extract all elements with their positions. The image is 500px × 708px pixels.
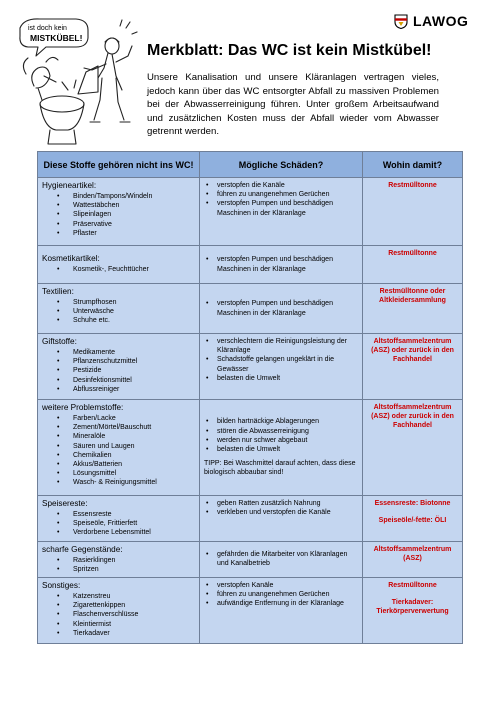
- category-label: weitere Problemstoffe:: [42, 403, 124, 412]
- item-list: [42, 192, 195, 238]
- substances-cell: [38, 284, 200, 334]
- list-item: • verstopfen Kanäle: [204, 581, 358, 590]
- list-item: • stören die Abwasserreinigung: [204, 427, 358, 436]
- category-label: Giftstoffe:: [42, 337, 77, 346]
- disposal-text: Essensreste: Biotonne: [374, 500, 451, 507]
- list-item: • Mineralöle: [42, 432, 195, 441]
- disposal-cell: [363, 578, 463, 644]
- damages-cell: [200, 541, 363, 577]
- list-item: • bilden hartnäckige Ablagerungen: [204, 417, 358, 426]
- disposal-cell: [363, 178, 463, 246]
- damages-cell: [200, 400, 363, 496]
- header-disposal: Wohin damit?: [363, 152, 463, 178]
- damages-cell: [200, 246, 363, 284]
- list-item: • Zement/Mörtel/Bauschutt: [42, 423, 195, 432]
- list-item: • Zigarettenkippen: [42, 601, 195, 610]
- damage-list: [204, 550, 358, 568]
- list-item: • Wasch- & Reinigungsmittel: [42, 478, 195, 487]
- list-item: • Verdorbene Lebensmittel: [42, 528, 195, 537]
- list-item: • Schuhe etc.: [42, 316, 195, 325]
- category-label: Textilien:: [42, 287, 74, 296]
- washing-tip: TIPP: Bei Waschmittel darauf achten, dass diese biologisch abbaubar sind!: [204, 460, 356, 477]
- category-label: Hygieneartikel:: [42, 181, 97, 190]
- disposal-cell: [363, 400, 463, 496]
- damages-cell: [200, 284, 363, 334]
- damage-list: [204, 417, 358, 454]
- damages-cell: [200, 496, 363, 542]
- category-label: Kosmetikartikel:: [42, 254, 100, 264]
- waste-table: [37, 151, 463, 644]
- item-list: [42, 298, 195, 326]
- category-label: Speisereste:: [42, 499, 88, 508]
- logo-text: LAWOG: [413, 13, 469, 29]
- item-list: [42, 348, 195, 394]
- cartoon-text-line2: MISTKÜBEL!: [30, 33, 83, 43]
- lawog-logo: [394, 13, 468, 29]
- cartoon-illustration: [16, 16, 138, 148]
- list-item: • belasten die Umwelt: [204, 445, 358, 454]
- list-item: • Pestizide: [42, 366, 195, 375]
- list-item: • Kosmetik-, Feuchttücher: [42, 265, 195, 274]
- list-item: • Lösungsmittel: [42, 469, 195, 478]
- table-header-row: [38, 152, 463, 178]
- list-item: • aufwändige Entfernung in der Kläranlage: [204, 599, 358, 608]
- list-item: • werden nur schwer abgebaut: [204, 436, 358, 445]
- list-item: • Säuren und Laugen: [42, 442, 195, 451]
- damage-list: [204, 581, 358, 609]
- disposal-cell: [363, 541, 463, 577]
- list-item: • Wattestäbchen: [42, 201, 195, 210]
- list-item: • Slipeinlagen: [42, 210, 195, 219]
- list-item: • Tierkadaver: [42, 629, 195, 638]
- substances-cell: [38, 496, 200, 542]
- list-item: • geben Ratten zusätzlich Nahrung: [204, 499, 358, 508]
- list-item: • verstopfen Pumpen und beschädigen Maschinen in der Kläranlage: [204, 299, 358, 317]
- table-row: [38, 178, 463, 246]
- table-row: [38, 284, 463, 334]
- list-item: • Chemikalien: [42, 451, 195, 460]
- page-title: Merkblatt: Das WC ist kein Mistkübel!: [147, 42, 432, 59]
- list-item: • belasten die Umwelt: [204, 374, 358, 383]
- list-item: • Pflanzenschutzmittel: [42, 357, 195, 366]
- list-item: • Flaschenverschlüsse: [42, 610, 195, 619]
- disposal-cell: [363, 496, 463, 542]
- item-list: [42, 414, 195, 488]
- damage-list: [204, 337, 358, 383]
- disposal-text: Restmülltonne: [388, 250, 437, 257]
- substances-cell: [38, 334, 200, 400]
- list-item: • gefährden die Mitarbeiter von Kläranlagen und Kanalbetrieb: [204, 550, 358, 568]
- list-item: • Katzenstreu: [42, 592, 195, 601]
- substances-cell: [38, 400, 200, 496]
- substances-cell: [38, 246, 200, 284]
- list-item: • Medikamente: [42, 348, 195, 357]
- damages-cell: [200, 334, 363, 400]
- list-item: • Pflaster: [42, 229, 195, 238]
- list-item: • Strumpfhosen: [42, 298, 195, 307]
- item-list: [42, 556, 195, 574]
- intro-paragraph: Unsere Kanalisation und unsere Kläranlagen vertragen vieles, jedoch kann über das WC entsorgter Abfall zu massiven Problemen bei der Abwasserreinigung führen. Unter großem Arbeitsaufwand und zusätzlichen Kosten muss der Abfall wieder vom Abwasser getrennt werden.: [147, 72, 439, 138]
- table-row: [38, 578, 463, 644]
- substances-cell: [38, 178, 200, 246]
- list-item: • Schadstoffe gelangen ungeklärt in die Gewässer: [204, 355, 358, 373]
- table-row: [38, 246, 463, 284]
- item-list: [42, 510, 195, 538]
- disposal-text: Restmülltonne: [388, 582, 437, 590]
- substances-cell: [38, 578, 200, 644]
- disposal-cell: [363, 284, 463, 334]
- list-item: • führen zu unangenehmen Gerüchen: [204, 590, 358, 599]
- list-item: • verkleben und verstopfen die Kanäle: [204, 508, 358, 517]
- list-item: • Kleintiermist: [42, 620, 195, 629]
- list-item: • Desinfektionsmittel: [42, 376, 195, 385]
- list-item: • Rasierklingen: [42, 556, 195, 565]
- item-list: [42, 265, 195, 274]
- list-item: • verstopfen die Kanäle: [204, 181, 358, 190]
- list-item: • Akkus/Batterien: [42, 460, 195, 469]
- damage-list: [204, 255, 358, 273]
- list-item: • Spritzen: [42, 565, 195, 574]
- damage-list: [204, 499, 358, 517]
- disposal-text: Altstoffsammelzentrum (ASZ): [373, 545, 452, 562]
- disposal-text: Speiseöle/-fette: ÖLI: [378, 517, 447, 525]
- disposal-text: Restmülltonne: [388, 182, 437, 189]
- table-row: [38, 400, 463, 496]
- disposal-text: Restmülltonne oder Altkleidersammlung: [379, 288, 446, 305]
- list-item: • verstopfen Pumpen und beschädigen Maschinen in der Kläranlage: [204, 199, 358, 217]
- list-item: • Speiseöle, Frittierfett: [42, 519, 195, 528]
- header-substances: Diese Stoffe gehören nicht ins WC!: [38, 152, 200, 178]
- disposal-text: Altstoffsammelzentrum (ASZ) oder zurück in den Fachhandel: [371, 338, 454, 364]
- list-item: • Essensreste: [42, 510, 195, 519]
- disposal-text: Altstoffsammelzentrum (ASZ) oder zurück in den Fachhandel: [371, 404, 454, 430]
- category-label: Sonstiges:: [42, 581, 81, 591]
- item-list: [42, 592, 195, 638]
- category-label: scharfe Gegenstände:: [42, 544, 123, 554]
- list-item: • Farben/Lacke: [42, 414, 195, 423]
- disposal-cell: [363, 334, 463, 400]
- table-row: [38, 541, 463, 577]
- table-row: [38, 496, 463, 542]
- substances-cell: [38, 541, 200, 577]
- header-damages: Mögliche Schäden?: [200, 152, 363, 178]
- list-item: • Präservative: [42, 220, 195, 229]
- disposal-text: Tierkadaver: Tierkörperverwertung: [376, 599, 449, 616]
- damage-list: [204, 181, 358, 218]
- list-item: • Binden/Tampons/Windeln: [42, 192, 195, 201]
- cartoon-text-line1: ist doch kein: [28, 25, 67, 32]
- list-item: • führen zu unangenehmen Gerüchen: [204, 190, 358, 199]
- list-item: • verschlechtern die Reinigungsleistung der Kläranlage: [204, 337, 358, 355]
- damage-list: [204, 299, 358, 317]
- damages-cell: [200, 178, 363, 246]
- list-item: • Unterwäsche: [42, 307, 195, 316]
- damages-cell: [200, 578, 363, 644]
- list-item: • verstopfen Pumpen und beschädigen Maschinen in der Kläranlage: [204, 255, 358, 273]
- list-item: • Abflussreiniger: [42, 385, 195, 394]
- table-row: [38, 334, 463, 400]
- disposal-cell: [363, 246, 463, 284]
- coat-of-arms-icon: [394, 14, 408, 29]
